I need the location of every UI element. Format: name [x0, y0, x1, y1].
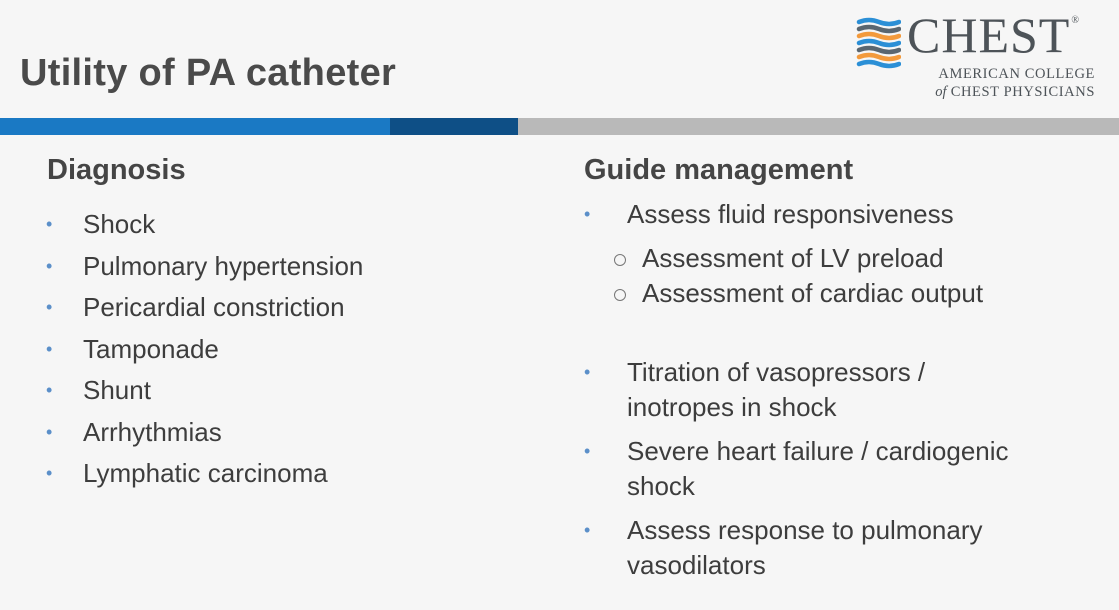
list-item-text-line2: vasodilators: [627, 550, 766, 580]
list-item-text: Pulmonary hypertension: [83, 250, 364, 281]
list-item-text: Shock: [83, 209, 156, 239]
list-item-text: Lymphatic carcinoma: [83, 458, 328, 488]
list-item-text-line1: Assess response to pulmonary: [627, 515, 983, 545]
list-item-text: Tamponade: [83, 333, 219, 364]
logo-wordmark-text: CHEST: [907, 7, 1071, 63]
logo-subtitle-line1: AMERICAN COLLEGE: [938, 66, 1095, 82]
chest-logo-mark-icon: [855, 16, 901, 70]
logo-wordmark: [907, 7, 1080, 63]
logo-of: of: [935, 84, 947, 100]
guide-management-heading: Guide management: [584, 154, 854, 186]
list-item-text: Arrhythmias: [83, 416, 222, 447]
list-item-text-line1: Titration of vasopressors /: [627, 357, 926, 387]
bullet-icon: •: [584, 441, 591, 461]
subitem-text: Assessment of cardiac output: [642, 278, 984, 308]
chest-logo: [855, 7, 1105, 104]
subitem-cardiac-output: [642, 278, 983, 309]
list-item-text: Assess fluid responsiveness: [627, 199, 954, 229]
list-item-text: Pericardial constriction: [83, 292, 345, 322]
bullet-icon: •: [584, 204, 591, 224]
registered-mark: ®: [1071, 15, 1080, 26]
accent-band-navy: [390, 118, 518, 135]
circle-bullet-icon: [614, 289, 626, 301]
bullet-icon: •: [46, 255, 53, 276]
bullet-icon: •: [46, 380, 53, 400]
list-item-text-line2: inotropes in shock: [627, 392, 837, 422]
bullet-icon: •: [46, 421, 53, 442]
list-item-text-line2: shock: [627, 471, 695, 501]
bullet-icon: •: [46, 463, 53, 483]
bullet-icon: •: [584, 362, 591, 382]
circle-bullet-icon: [614, 254, 626, 266]
bullet-icon: •: [46, 338, 53, 359]
subitem-text: Assessment of LV preload: [642, 243, 944, 273]
slide-title: Utility of PA catheter: [20, 52, 397, 94]
logo-line2-rest: CHEST PHYSICIANS: [950, 84, 1095, 100]
bullet-icon: •: [46, 297, 53, 317]
bullet-icon: •: [46, 214, 53, 234]
bullet-icon: •: [584, 520, 591, 540]
accent-band-gray: [518, 118, 1119, 135]
accent-band-blue: [0, 118, 390, 135]
logo-subtitle-line2: [935, 84, 1095, 101]
accent-band: [0, 118, 1119, 135]
subitem-lv-preload: [642, 243, 944, 274]
list-item-text-line1: Severe heart failure / cardiogenic: [627, 436, 1009, 466]
list-item-text: Shunt: [83, 375, 151, 405]
diagnosis-heading: Diagnosis: [47, 154, 186, 186]
